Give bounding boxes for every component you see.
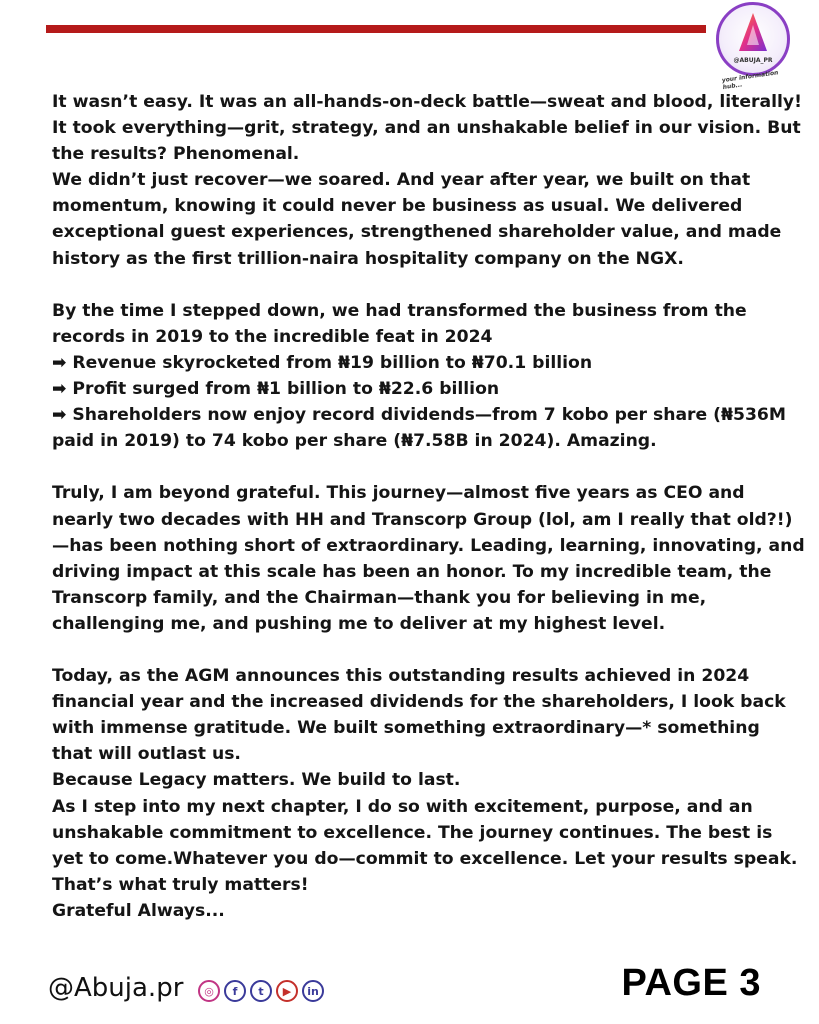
text-line: with immense gratitude. We built something extraordinary—* something — [52, 718, 760, 739]
article-body — [52, 89, 805, 924]
abuja-pr-logo — [716, 2, 790, 76]
instagram-icon[interactable]: ◎ — [198, 980, 220, 1002]
text-line: paid in 2019) to 74 kobo per share (₦7.58B in 2024). Amazing. — [52, 431, 657, 452]
text-line: that will outlast us. — [52, 744, 241, 765]
text-line: Because Legacy matters. We build to last. — [52, 770, 461, 791]
text-line: Today, as the AGM announces this outstanding results achieved in 2024 — [52, 666, 750, 687]
logo-tagline: your information hub... — [721, 69, 779, 92]
page-number: PAGE 3 — [621, 962, 761, 1004]
text-line: yet to come.Whatever you do—commit to excellence. Let your results speak. — [52, 848, 798, 869]
twitter-icon[interactable]: t — [250, 980, 272, 1002]
footer-handle[interactable]: @Abuja.pr — [48, 973, 184, 1003]
text-line: exceptional guest experiences, strengthened shareholder value, and made — [52, 222, 782, 243]
text-line: Truly, I am beyond grateful. This journey—almost five years as CEO and — [52, 483, 745, 504]
text-line: challenging me, and pushing me to deliver at my highest level. — [52, 613, 666, 634]
text-line: By the time I stepped down, we had transformed the business from the — [52, 300, 747, 321]
text-line: the results? Phenomenal. — [52, 144, 300, 165]
logo-handle-text: @ABUJA_PR — [733, 57, 773, 64]
facebook-icon[interactable]: f — [224, 980, 246, 1002]
paragraph — [52, 89, 802, 272]
header-divider-bar — [46, 25, 706, 33]
text-line: ➡ Shareholders now enjoy record dividends—from 7 kobo per share (₦536M — [52, 405, 786, 426]
paragraph — [52, 480, 805, 637]
youtube-icon[interactable]: ▶ — [276, 980, 298, 1002]
text-line: driving impact at this scale has been an honor. To my incredible team, the — [52, 561, 772, 582]
text-line: history as the first trillion-naira hospitality company on the NGX. — [52, 248, 684, 269]
text-line: ➡ Revenue skyrocketed from ₦19 billion to ₦70.1 billion — [52, 352, 593, 373]
text-line: That’s what truly matters! — [52, 874, 309, 895]
text-line: nearly two decades with HH and Transcorp Group (lol, am I really that old?!) — [52, 509, 793, 530]
text-line: Transcorp family, and the Chairman—thank you for believing in me, — [52, 587, 707, 608]
paragraph — [52, 663, 798, 924]
text-line: —has been nothing short of extraordinary. Leading, learning, innovating, and — [52, 535, 805, 556]
text-line: records in 2019 to the incredible feat in 2024 — [52, 326, 493, 347]
text-line: Grateful Always... — [52, 900, 225, 921]
text-line: financial year and the increased dividends for the shareholders, I look back — [52, 692, 786, 713]
text-line: momentum, knowing it could never be business as usual. We delivered — [52, 196, 743, 217]
text-line: ➡ Profit surged from ₦1 billion to ₦22.6 billion — [52, 379, 500, 400]
social-icons — [198, 980, 324, 1002]
paragraph — [52, 298, 786, 455]
text-line: unshakable commitment to excellence. The journey continues. The best is — [52, 822, 773, 843]
text-line: It wasn’t easy. It was an all-hands-on-deck battle—sweat and blood, literally! — [52, 92, 802, 112]
text-line: As I step into my next chapter, I do so with excitement, purpose, and an — [52, 796, 753, 817]
text-line: We didn’t just recover—we soared. And year after year, we built on that — [52, 170, 751, 191]
text-line: It took everything—grit, strategy, and an unshakable belief in our vision. But — [52, 118, 801, 139]
linkedin-icon[interactable]: in — [302, 980, 324, 1002]
